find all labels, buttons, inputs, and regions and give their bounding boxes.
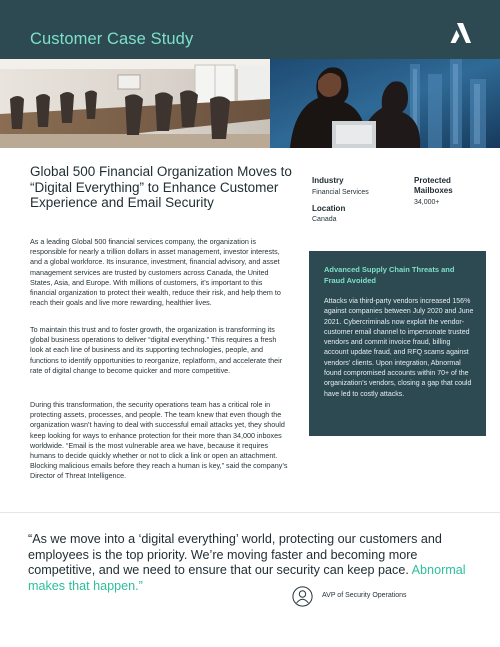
quote-attribution [292,586,492,608]
callout-title: Advanced Supply Chain Threats and Fraud Avoided [324,265,455,285]
person-icon [292,586,313,607]
document-type-title: Customer Case Study [30,30,194,48]
quote-main-text: “As we move into a ‘digital everything’ world, protecting our customers and employees is the top priority. We’re moving faster and becoming more competitive, and we need to ensure that our security can keep pace. [28,532,442,578]
hero-image-strip [0,59,500,148]
mailboxes-label: Protected Mailboxes [414,176,453,195]
quote-accent-text: Abnormal makes that happen.” [28,563,466,593]
header-bar [0,0,500,59]
customer-facts [312,171,482,241]
location-value: Canada [312,216,337,223]
callout-box [309,251,486,436]
body-paragraph-2: To maintain this trust and to foster growth, the organization is transforming its global business operations to deliver “digital everything.” This requires a fresh look at each line of business and its supporting technologies, people, and functions to identify opportunities to reorganize, replatform, and accelerate their rate of digital change to become quicker and more competitive. [30,325,283,375]
industry-label: Industry [312,176,344,185]
boardroom-chairs-photo [0,59,270,148]
case-study-headline: Global 500 Financial Organization Moves to “Digital Everything” to Enhance Customer Experience and Email Security [30,164,292,210]
section-divider [0,512,500,513]
attribution-role: AVP of Security Operations [322,592,407,599]
body-paragraph-1: As a leading Global 500 financial services company, the organization is responsible for nearly a trillion dollars in asset management, investor interests, and a global workforce. Its insurance, investment, financial advisory, and asset management services are trusted by customers across Canada, the United States, Asia, and Europe. With millions of customers, it’s important to this financial organization to protect their wealth, reduce their risk, and help them to reach their goals and live more rewarding, healthier lives. [30,237,281,308]
woman-with-laptop-city-photo [270,59,500,148]
abnormal-logo-icon [449,22,471,44]
industry-value: Financial Services [312,189,369,196]
callout-text: Attacks via third-party vendors increased 156% against companies between July 2020 and June 2021. Cybercriminals now exploit the vendor-customer email channel to impersonate trusted vendors and commit invoice fraud, billing account update fraud, and RFQ scams against vendors’ clients. Upon integration, Abnormal found compromised accounts within 70+ of the organization’s vendors, closing a gap that could have led to costly attacks. [324,298,474,398]
body-paragraph-3: During this transformation, the security operations team has a critical role in protecting assets, processes, and people. The team knew that even though the organization wasn’t having to deal with successful email attacks yet, they should keep looking for ways to enhance protection for their more than 34,000 inboxes worldwide. “Email is the most vulnerable area we have, because it requires humans to decide quickly whether or not to click a link or open an attachment. Blocking malicious emails before they reach a human is key,” said the company’s Director of Threat Intelligence. [30,400,288,481]
mailboxes-value: 34,000+ [414,199,440,206]
location-label: Location [312,204,346,213]
